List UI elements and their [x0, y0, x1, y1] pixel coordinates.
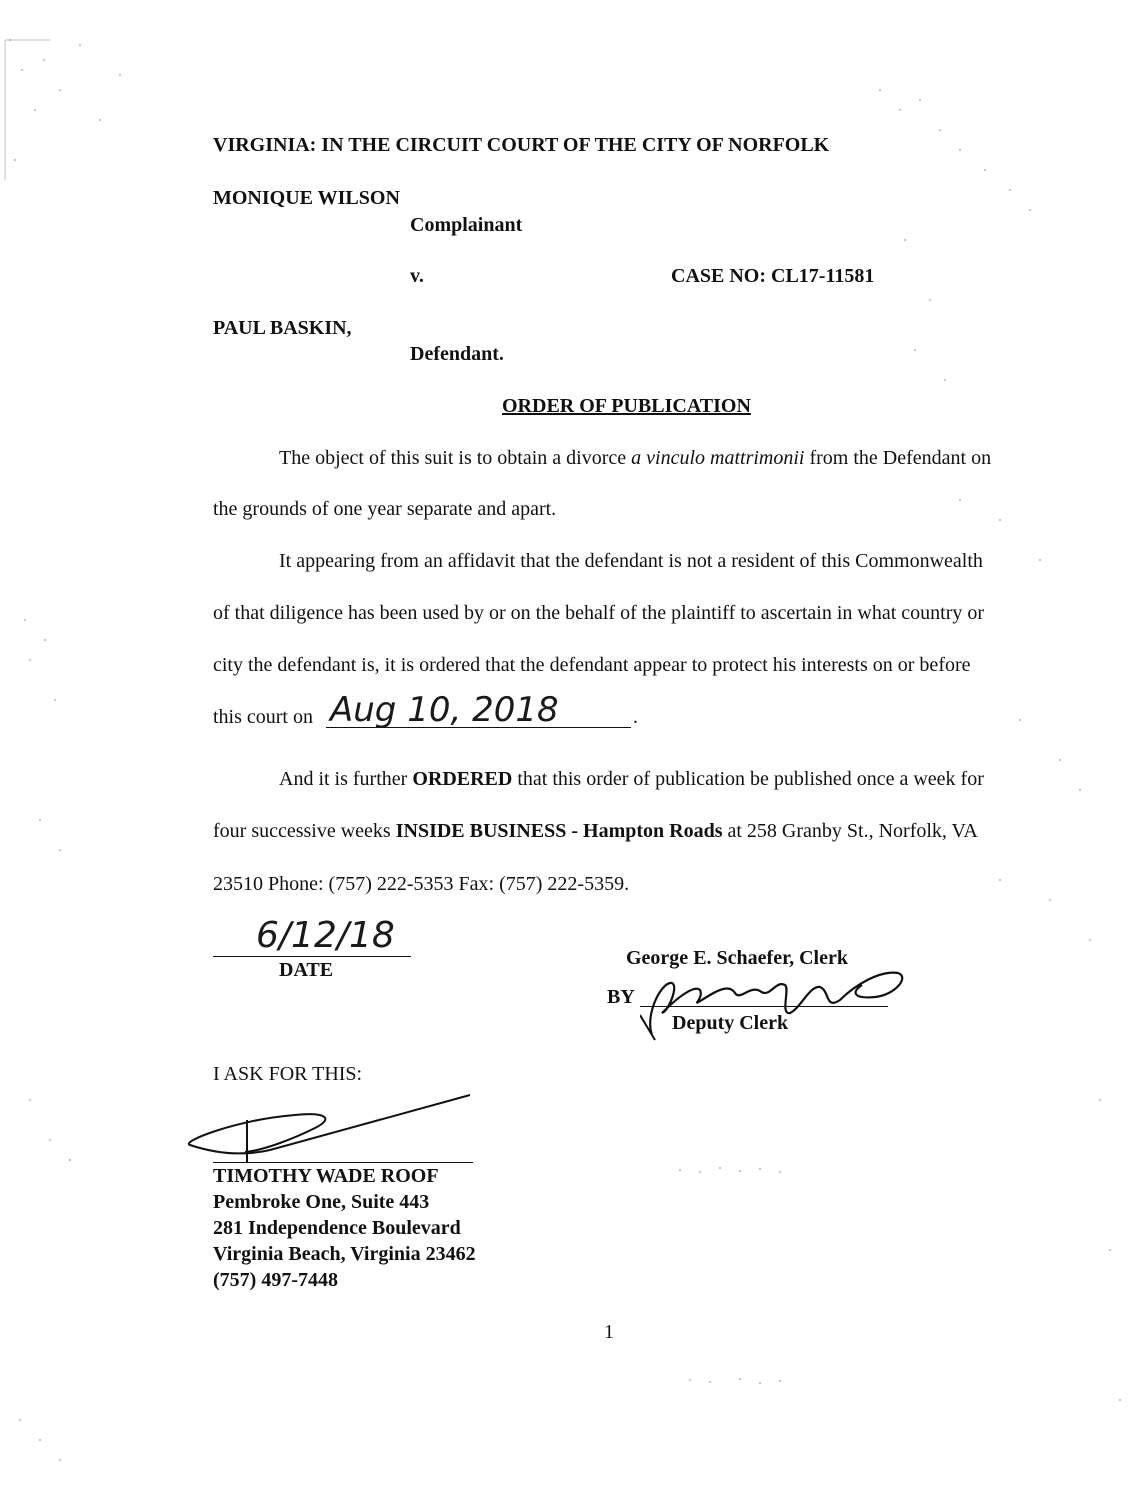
p1-text-a: The object of this suit is to obtain a divorce: [279, 447, 632, 469]
plaintiff-role: Complainant: [410, 214, 523, 236]
ask-for-this-label: I ASK FOR THIS:: [213, 1063, 363, 1085]
paragraph-3-line-2: [213, 819, 978, 843]
paragraph-2-line-1: It appearing from an affidavit that the defendant is not a resident of this Commonwealth: [279, 550, 983, 572]
attorney-signature-image: [175, 1090, 475, 1165]
case-number: CASE NO: CL17-11581: [671, 265, 875, 287]
page-number: 1: [604, 1321, 614, 1343]
clerk-name: George E. Schaefer, Clerk: [626, 947, 848, 969]
plaintiff-name: MONIQUE WILSON: [213, 187, 400, 209]
court-date-suffix: .: [633, 706, 638, 728]
defendant-role: Defendant.: [410, 343, 504, 365]
paragraph-2-line-2: of that diligence has been used by or on the behalf of the plaintiff to ascertain in what country or: [213, 602, 985, 624]
p1-text-b: from the Defendant on: [804, 447, 992, 469]
paragraph-3-line-1: [279, 767, 984, 791]
p3-text-b: that this order of publication be published once a week for: [512, 768, 984, 790]
p3-ordered: ORDERED: [412, 768, 513, 790]
attorney-name: TIMOTHY WADE ROOF: [213, 1165, 439, 1187]
court-date-prefix: this court on: [213, 706, 313, 728]
document-title: ORDER OF PUBLICATION: [502, 395, 751, 417]
versus: v.: [410, 265, 424, 287]
by-label: BY: [607, 986, 635, 1008]
attorney-phone: (757) 497-7448: [213, 1269, 338, 1291]
defendant-name: PAUL BASKIN,: [213, 317, 352, 339]
p3-line2-text-b: at 258 Granby St., Norfolk, VA: [722, 820, 978, 842]
clerk-signature-image: [640, 955, 910, 1045]
date-handwritten: 6/12/18: [256, 915, 395, 956]
publication-name: INSIDE BUSINESS - Hampton Roads: [395, 820, 723, 842]
attorney-address-1: Pembroke One, Suite 443: [213, 1191, 430, 1213]
attorney-address-3: Virginia Beach, Virginia 23462: [213, 1243, 476, 1265]
paragraph-3-line-3: 23510 Phone: (757) 222-5353 Fax: (757) 222-5359.: [213, 873, 630, 895]
paragraph-2-line-3: city the defendant is, it is ordered that the defendant appear to protect his interests on or before: [213, 654, 971, 676]
deputy-clerk-label: Deputy Clerk: [672, 1012, 789, 1034]
paragraph-1-line-2: the grounds of one year separate and apart.: [213, 498, 557, 520]
p1-italic-term: a vinculo mattrimonii: [631, 447, 805, 469]
attorney-signature-line: [213, 1162, 473, 1163]
court-heading: VIRGINIA: IN THE CIRCUIT COURT OF THE CITY OF NORFOLK: [213, 134, 830, 156]
date-signature-line: [213, 956, 411, 957]
date-label: DATE: [279, 959, 334, 981]
p3-line2-text-a: four successive weeks: [213, 820, 396, 842]
attorney-address-2: 281 Independence Boulevard: [213, 1217, 461, 1239]
court-date-handwritten: Aug 10, 2018: [330, 690, 559, 730]
p3-text-a: And it is further: [279, 768, 413, 790]
paragraph-1-line-1: [279, 446, 991, 470]
